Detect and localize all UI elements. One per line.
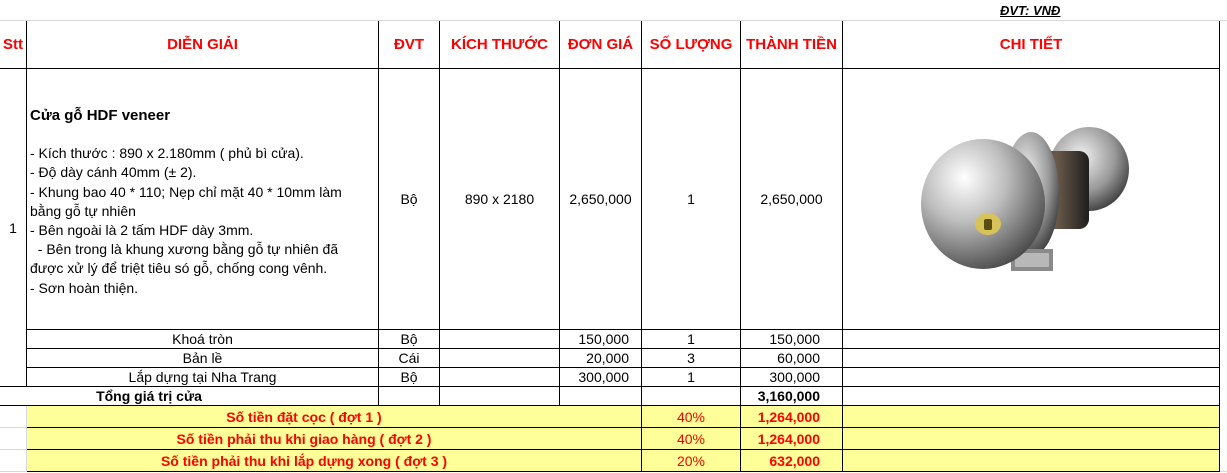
main-item-stt: 1 — [0, 69, 27, 387]
main-item-title: Cửa gỗ HDF veneer — [30, 107, 171, 124]
main-item-description — [30, 106, 370, 298]
sub-item-total: 60,000 — [741, 349, 843, 368]
sub-item-size — [440, 330, 560, 349]
payment-percent: 40% — [642, 406, 741, 428]
payment-label: Số tiền phải thu khi lắp dựng xong ( đợt 3 ) — [27, 450, 642, 472]
sub-item-total: 150,000 — [741, 330, 843, 349]
total-amount: 3,160,000 — [741, 387, 843, 406]
payment-stt — [0, 428, 27, 450]
sub-item-unit: Bộ — [379, 368, 440, 387]
main-item-spec-line: - Sơn hoàn thiện. — [30, 279, 139, 296]
sub-item-price: 20,000 — [560, 349, 642, 368]
header-stt: Stt — [0, 21, 27, 69]
total-unit — [379, 387, 440, 406]
sub-item-qty: 1 — [642, 330, 741, 349]
main-item-qty: 1 — [642, 69, 741, 330]
total-qty — [642, 387, 741, 406]
main-item-total: 2,650,000 — [741, 69, 843, 330]
sub-item-size — [440, 368, 560, 387]
main-item-spec-line: - Bên trong là khung xương bằng gỗ tự nhiên đã được xử lý để triệt tiêu só gỗ, chống cong vênh. — [30, 241, 343, 277]
payment-amount: 1,264,000 — [741, 406, 843, 428]
payment-stt — [0, 450, 27, 472]
total-size — [440, 387, 560, 406]
sub-item-price: 300,000 — [560, 368, 642, 387]
payment-stt — [0, 406, 27, 428]
payment-detail — [843, 428, 1220, 450]
total-price — [560, 387, 642, 406]
sub-item-name: Khoá tròn — [27, 330, 379, 349]
main-item-spec-line: - Khung bao 40 * 110; Nẹp chỉ mặt 40 * 10mm làm bằng gỗ tự nhiên — [30, 183, 342, 219]
payment-detail — [843, 450, 1220, 472]
sub-item-total: 300,000 — [741, 368, 843, 387]
sub-item-detail — [843, 368, 1220, 387]
payment-percent: 20% — [642, 450, 741, 472]
main-item-spec-line: - Kích thước : 890 x 2.180mm ( phủ bì cửa). — [30, 145, 304, 162]
sub-item-qty: 1 — [642, 368, 741, 387]
sub-item-size — [440, 349, 560, 368]
main-item-spec-line: - Độ dày cánh 40mm (± 2). — [30, 164, 197, 181]
main-item-unit: Bộ — [379, 69, 440, 330]
door-knob-lock-image — [911, 99, 1151, 299]
main-item-spec-line: - Bên ngoài là 2 tấm HDF dày 3mm. — [30, 222, 254, 239]
header-quantity: SỐ LƯỢNG — [642, 21, 741, 69]
sub-item-qty: 3 — [642, 349, 741, 368]
payment-label: Số tiền đặt cọc ( đợt 1 ) — [27, 406, 642, 428]
right-empty-column — [1220, 21, 1227, 472]
header-unit: ĐVT — [379, 21, 440, 69]
product-image-cell — [843, 69, 1220, 330]
header-size: KÍCH THƯỚC — [440, 21, 560, 69]
sub-item-unit: Bộ — [379, 330, 440, 349]
sub-item-detail — [843, 349, 1220, 368]
sub-item-unit: Cái — [379, 349, 440, 368]
total-detail — [843, 387, 1220, 406]
sub-item-name: Bản lề — [27, 349, 379, 368]
sub-item-price: 150,000 — [560, 330, 642, 349]
payment-percent: 40% — [642, 428, 741, 450]
header-unit-price: ĐƠN GIÁ — [560, 21, 642, 69]
main-item-price: 2,650,000 — [560, 69, 642, 330]
payment-label: Số tiền phải thu khi giao hàng ( đợt 2 ) — [27, 428, 642, 450]
main-item-size: 890 x 2180 — [440, 69, 560, 330]
header-total: THÀNH TIỀN — [741, 21, 843, 69]
sub-item-detail — [843, 330, 1220, 349]
payment-amount: 1,264,000 — [741, 428, 843, 450]
currency-unit-note: ĐVT: VNĐ — [1000, 3, 1061, 18]
header-detail: CHI TIẾT — [843, 21, 1220, 69]
total-label: Tổng giá trị cửa — [0, 387, 379, 406]
payment-detail — [843, 406, 1220, 428]
sub-item-name: Lắp dựng tại Nha Trang — [27, 368, 379, 387]
header-description: DIỄN GIẢI — [27, 21, 379, 69]
payment-amount: 632,000 — [741, 450, 843, 472]
